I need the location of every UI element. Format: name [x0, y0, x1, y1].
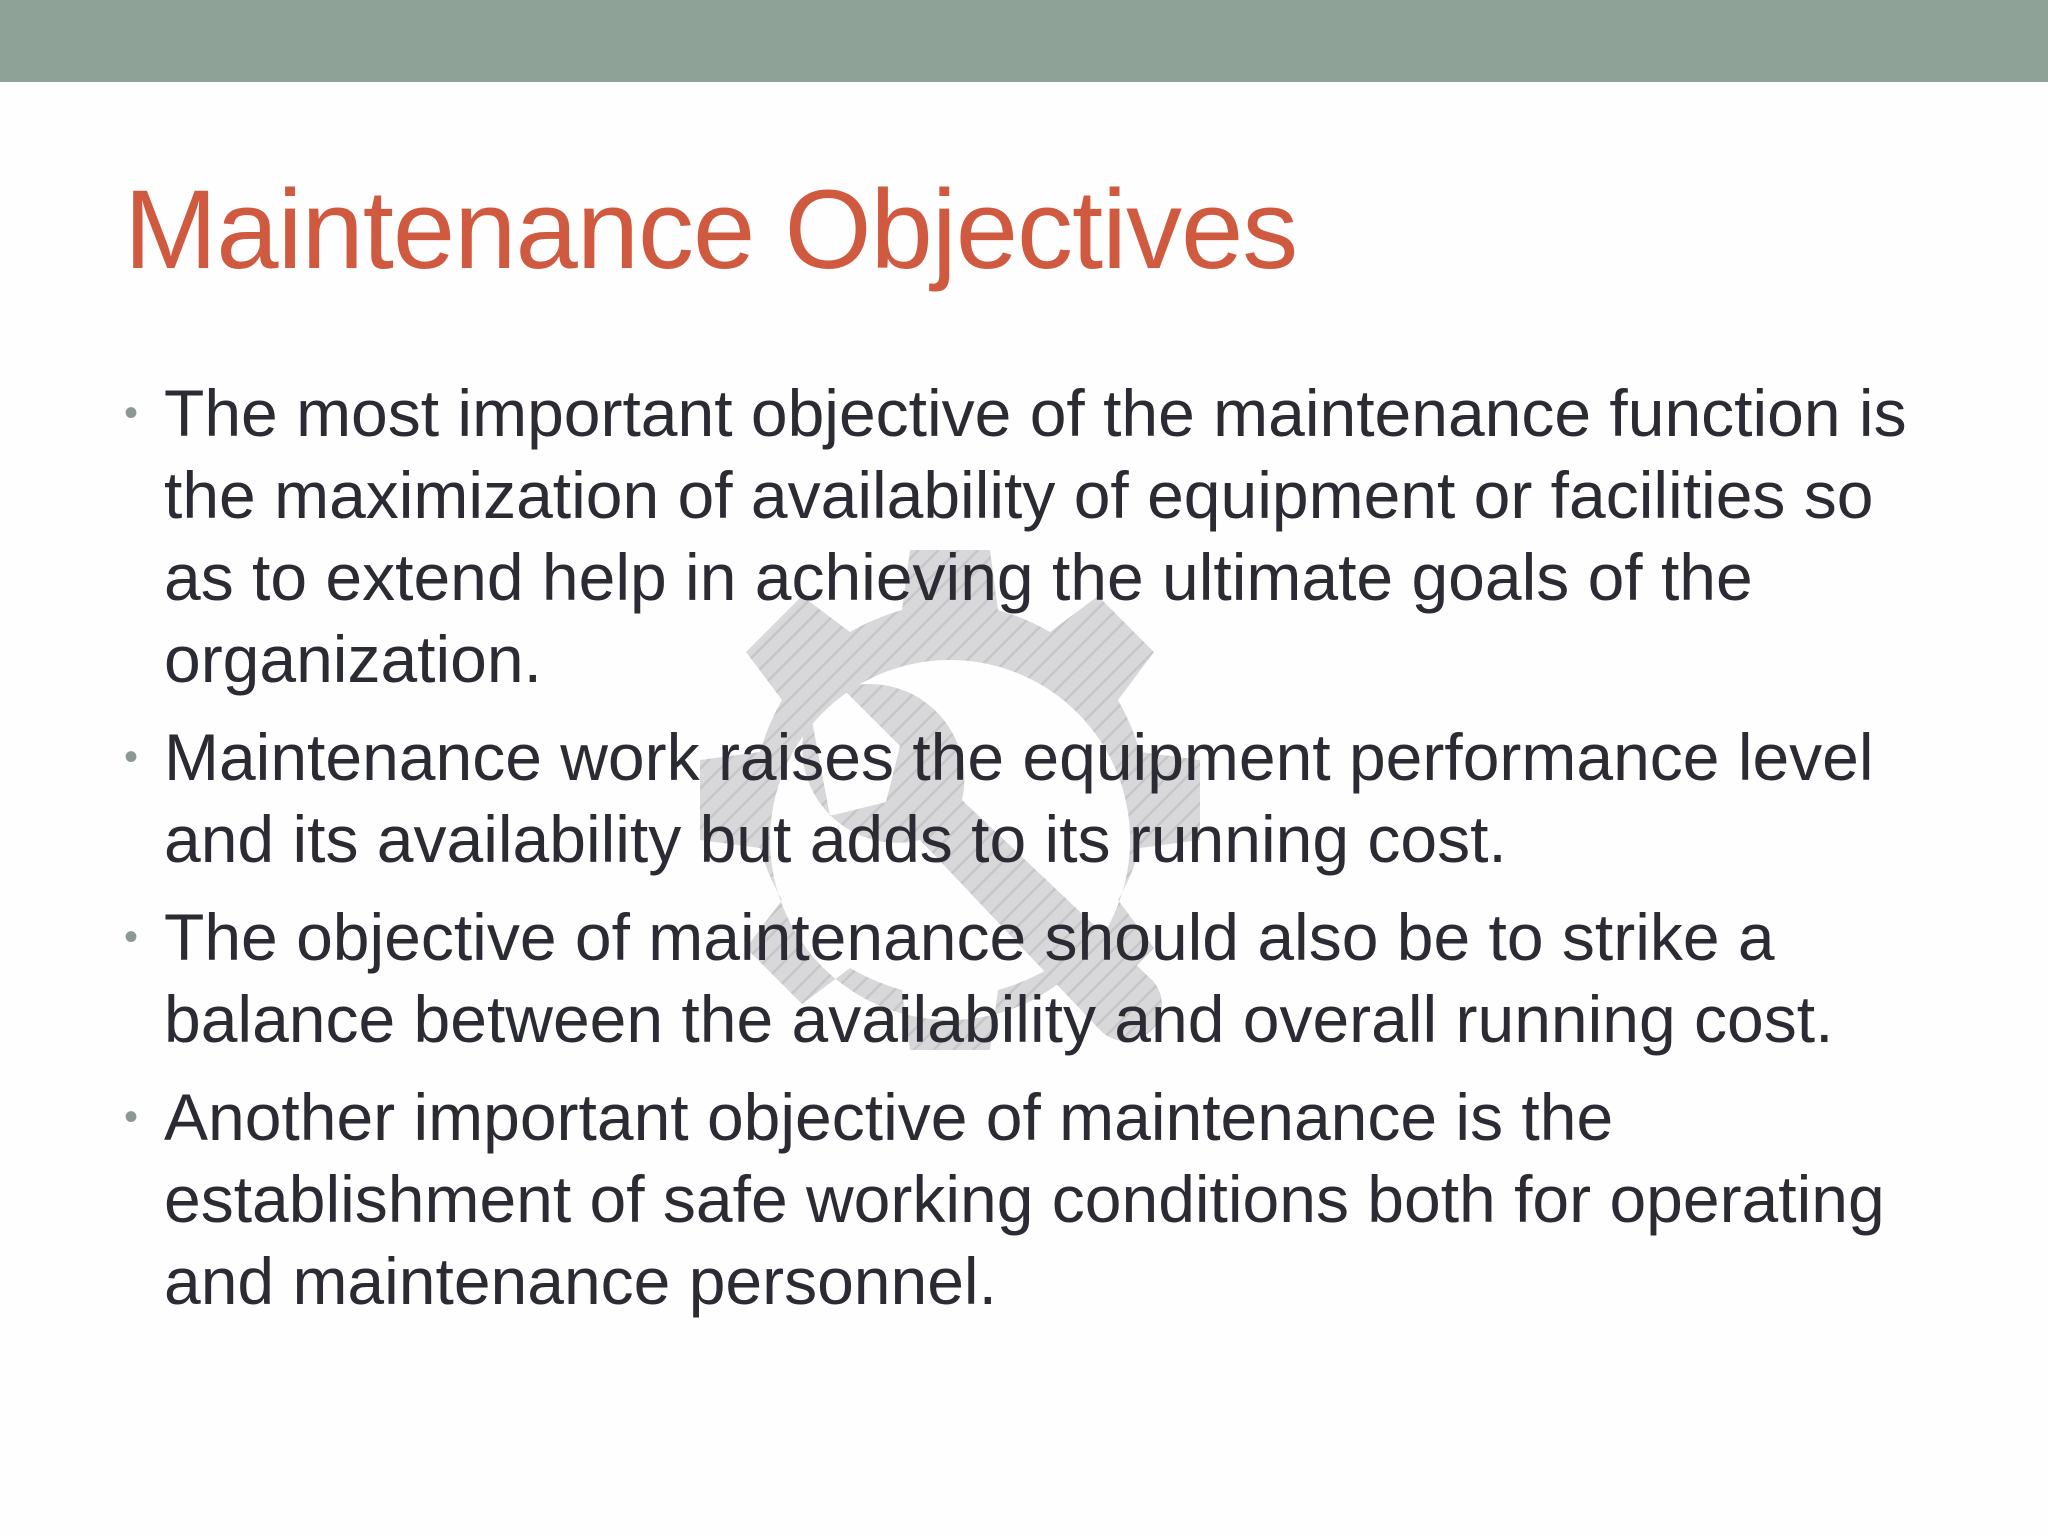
list-item [124, 1076, 1954, 1322]
bullet-icon: • [124, 1095, 139, 1139]
bullet-icon: • [124, 915, 139, 959]
bullet-icon: • [124, 391, 139, 435]
list-item [124, 372, 1954, 700]
bullet-text: Maintenance work raises the equipment performance level and its availability but adds to its running cost. [164, 720, 1874, 876]
bullet-list [124, 372, 1954, 1338]
list-item [124, 716, 1954, 880]
bullet-text: Another important objective of maintenance is the establishment of safe working conditions both for operating and maintenance personnel. [164, 1080, 1885, 1318]
top-accent-band [0, 0, 2048, 82]
list-item [124, 896, 1954, 1060]
bullet-text: The objective of maintenance should also be to strike a balance between the availability and overall running cost. [164, 900, 1834, 1056]
bullet-text: The most important objective of the maintenance function is the maximization of availability of equipment or facilities so as to extend help in achieving the ultimate goals of the organization. [164, 376, 1907, 696]
slide-title: Maintenance Objectives [124, 167, 1298, 292]
bullet-icon: • [124, 735, 139, 779]
